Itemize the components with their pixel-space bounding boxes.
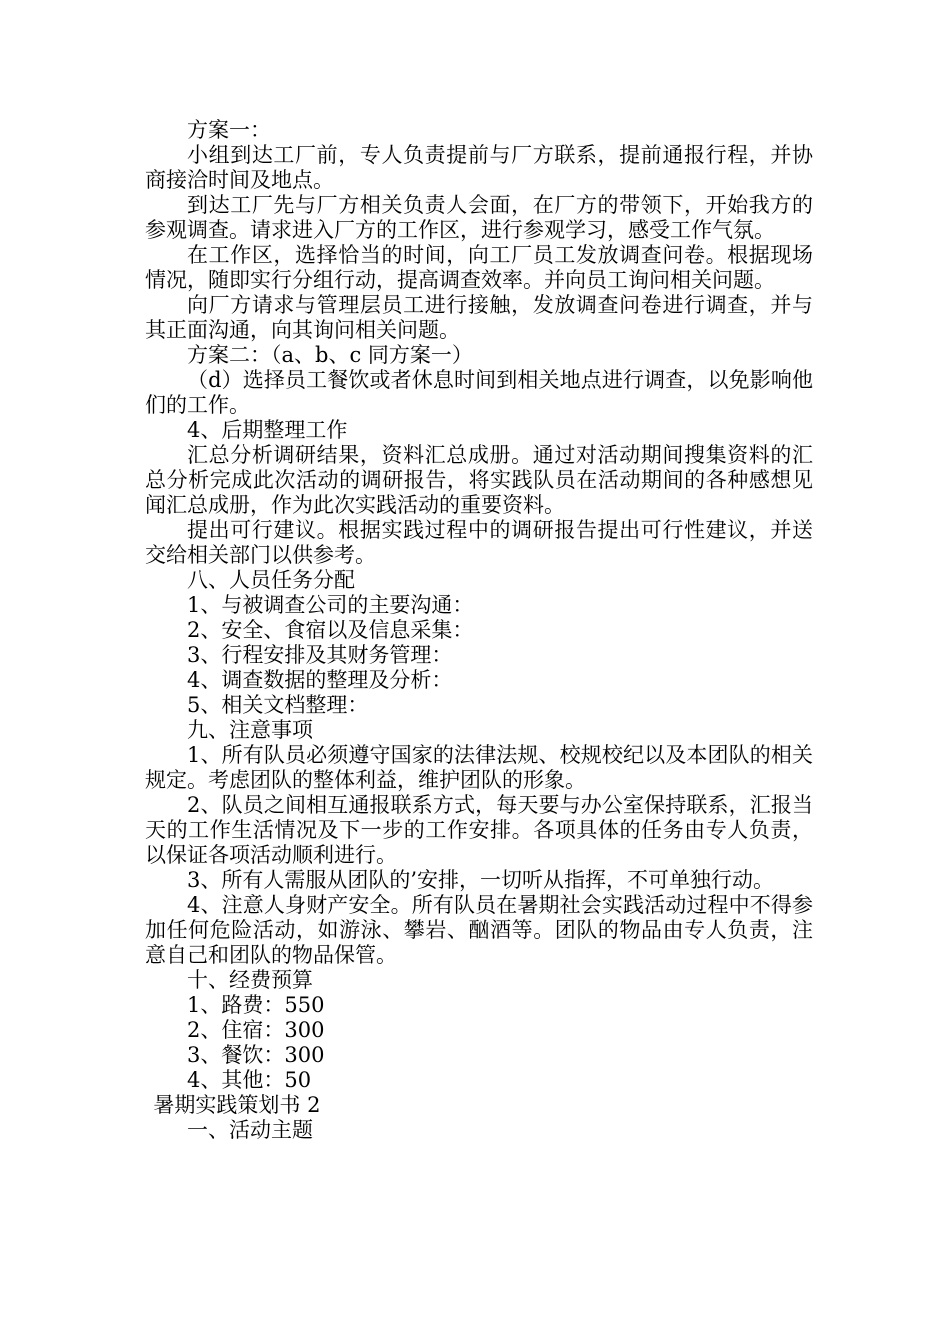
paragraph: 方案一： — [187, 118, 271, 142]
paragraph: 提出可行建议。根据实践过程中的调研报告提出可行性建议，并送交给相关部门以供参考。 — [145, 518, 813, 567]
paragraph: 5、相关文档整理： — [187, 693, 369, 717]
paragraph: 八、人员任务分配 — [187, 568, 355, 592]
paragraph: 九、注意事项 — [187, 718, 313, 742]
paragraph: 4、其他：50 — [187, 1068, 312, 1092]
paragraph: 4、注意人身财产安全。所有队员在暑期社会实践活动过程中不得参加任何危险活动，如游泳、攀岩、酗酒等。团队的物品由专人负责，注意自己和团队的物品保管。 — [145, 893, 813, 967]
paragraph: 一、活动主题 — [187, 1118, 313, 1142]
paragraph: 4、调查数据的整理及分析： — [187, 668, 453, 692]
paragraph: 1、路费：550 — [187, 993, 325, 1017]
paragraph: 4、后期整理工作 — [187, 418, 348, 442]
paragraph: 十、经费预算 — [187, 968, 313, 992]
paragraph: 1、所有队员必须遵守国家的法律法规、校规校纪以及本团队的相关规定。考虑团队的整体利益，维护团队的形象。 — [145, 743, 813, 792]
paragraph: 3、餐饮：300 — [187, 1043, 325, 1067]
paragraph: 小组到达工厂前，专人负责提前与厂方联系，提前通报行程，并协商接洽时间及地点。 — [145, 143, 813, 192]
paragraph: 2、队员之间相互通报联系方式，每天要与办公室保持联系，汇报当天的工作生活情况及下一步的工作安排。各项具体的任务由专人负责，以保证各项活动顺利进行。 — [145, 793, 813, 867]
paragraph: 3、行程安排及其财务管理： — [187, 643, 453, 667]
paragraph: 方案二：（a、b、c 同方案一） — [187, 343, 473, 367]
document-body — [145, 118, 813, 1143]
paragraph: 到达工厂先与厂方相关负责人会面，在厂方的带领下，开始我方的参观调查。请求进入厂方的工作区，进行参观学习，感受工作气氛。 — [145, 193, 813, 242]
paragraph: 在工作区，选择恰当的时间，向工厂员工发放调查问卷。根据现场情况，随即实行分组行动，提高调查效率。并向员工询问相关问题。 — [145, 243, 813, 292]
paragraph: 2、住宿：300 — [187, 1018, 325, 1042]
paragraph: 1、与被调查公司的主要沟通： — [187, 593, 474, 617]
paragraph: 3、所有人需服从团队的’安排，一切听从指挥，不可单独行动。 — [187, 868, 775, 892]
section-title: 暑期实践策划书 2 — [153, 1093, 321, 1117]
paragraph: 2、安全、食宿以及信息采集： — [187, 618, 474, 642]
paragraph: 向厂方请求与管理层员工进行接触，发放调查问卷进行调查，并与其正面沟通，向其询问相关问题。 — [145, 293, 813, 342]
paragraph: 汇总分析调研结果，资料汇总成册。通过对活动期间搜集资料的汇总分析完成此次活动的调研报告，将实践队员在活动期间的各种感想见闻汇总成册，作为此次实践活动的重要资料。 — [145, 443, 813, 517]
paragraph: （d）选择员工餐饮或者休息时间到相关地点进行调查，以免影响他们的工作。 — [145, 368, 813, 417]
